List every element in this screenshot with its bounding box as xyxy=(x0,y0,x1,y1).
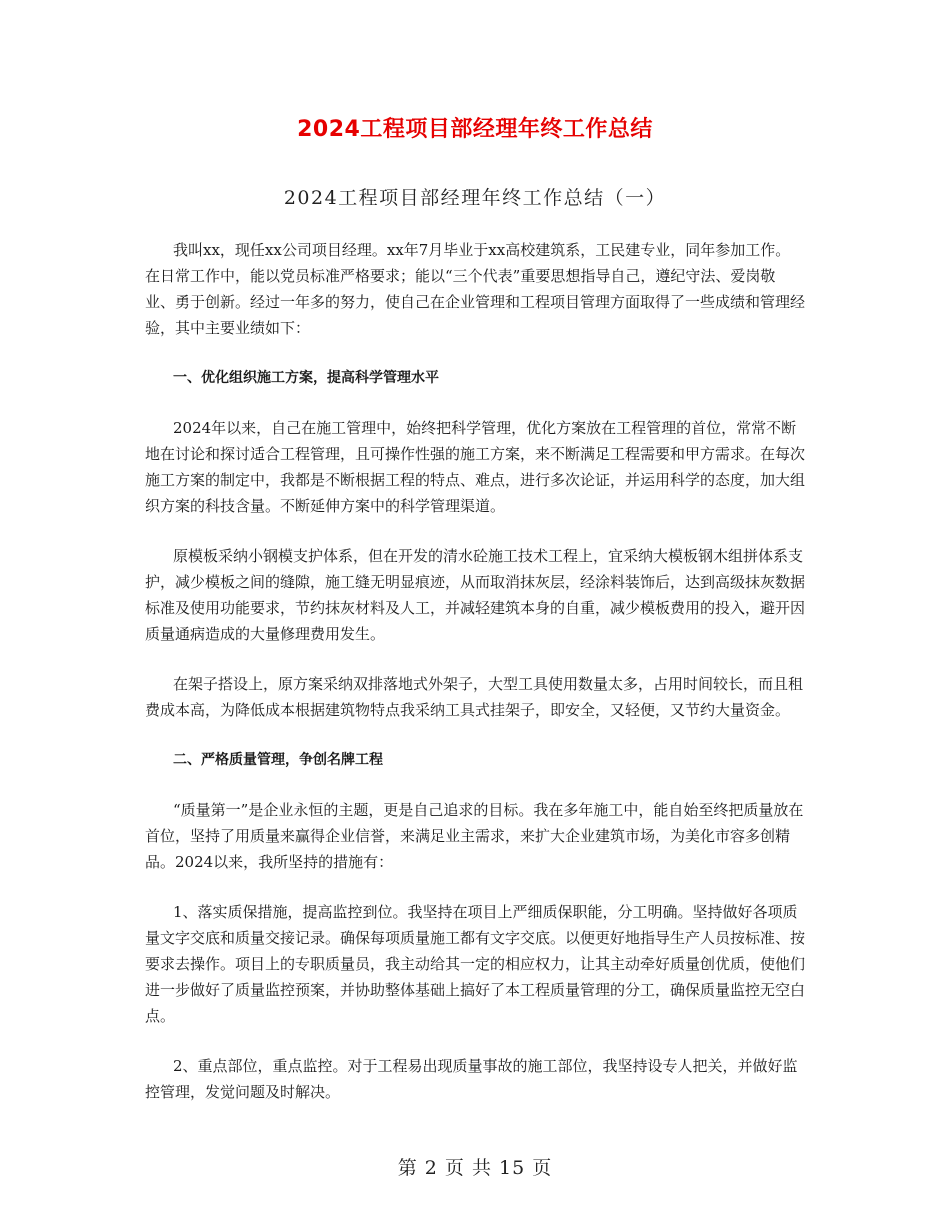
document-title: 2024工程项目部经理年终工作总结 xyxy=(297,117,653,142)
section-heading: 一、优化组织施工方案，提高科学管理水平 xyxy=(173,370,439,386)
body-paragraph: 我叫xx，现任xx公司项目经理。xx年7月毕业于xx高校建筑系，工民建专业，同年参加工作。在日常工作中，能以党员标准严格要求；能以“三个代表”重要思想指导自己，遵纪守法、爱岗敬业、勇于创新。经过一年多的努力，使自己在企业管理和工程项目管理方面取得了一些成绩和管理经验，其中主要业绩如下： xyxy=(145,241,806,337)
body-paragraph: 原模板采纳小钢模支护体系，但在开发的清水砼施工技术工程上，宜采纳大模板钢木组拼体系支护，减少模板之间的缝隙，施工缝无明显痕迹，从而取消抹灰层，经涂料装饰后，达到高级抹灰数据标准及使用功能要求，节约抹灰材料及人工，并减轻建筑本身的自重，减少模板费用的投入，避开因质量通病造成的大量修理费用发生。 xyxy=(145,547,806,643)
body-paragraph: 在架子搭设上，原方案采纳双排落地式外架子，大型工具使用数量太多，占用时间较长，而且租费成本高，为降低成本根据建筑物特点我采纳工具式挂架子，即安全，又轻便，又节约大量资金。 xyxy=(145,675,804,719)
body-paragraph: “质量第一”是企业永恒的主题，更是自己追求的目标。我在多年施工中，能自始至终把质量放在首位，坚持了用质量来赢得企业信誉，来满足业主需求，来扩大企业建筑市场，为美化市容多创精品。2024以来，我所坚持的措施有： xyxy=(145,801,804,871)
body-paragraph: 1、落实质保措施，提高监控到位。我坚持在项目上严细质保职能，分工明确。坚持做好各项质量文字交底和质量交接记录。确保每项质量施工都有文字交底。以便更好地指导生产人员按标准、按要求去操作。项目上的专职质量员，我主动给其一定的相应权力，让其主动牵好质量创优质，使他们进一步做好了质量监控预案，并协助整体基础上搞好了本工程质量管理的分工，确保质量监控无空白点。 xyxy=(145,903,806,1025)
body-paragraph: 2024年以来，自己在施工管理中，始终把科学管理，优化方案放在工程管理的首位，常常不断地在讨论和探讨适合工程管理，且可操作性强的施工方案，来不断满足工程需要和甲方需求。在每次施工方案的制定中，我都是不断根据工程的特点、难点，进行多次论证，并运用科学的态度，加大组织方案的科技含量。不断延伸方案中的科学管理渠道。 xyxy=(145,419,806,515)
body-paragraph: 2、重点部位，重点监控。对于工程易出现质量事故的施工部位，我坚持设专人把关，并做好监控管理，发觉问题及时解决。 xyxy=(145,1057,798,1101)
section-heading: 二、严格质量管理，争创名牌工程 xyxy=(173,752,383,768)
page-number: 第 2 页 共 15 页 xyxy=(397,1157,553,1179)
document-body xyxy=(145,237,805,1129)
document-subtitle: 2024工程项目部经理年终工作总结（一） xyxy=(283,187,667,209)
